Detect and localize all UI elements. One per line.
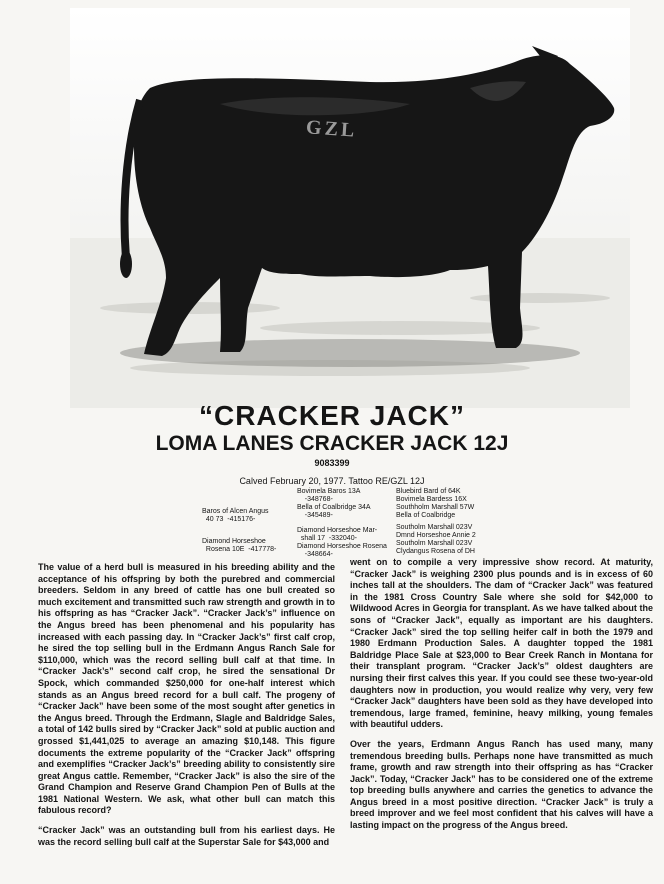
article-column-left <box>38 562 335 856</box>
pedigree-dam-grandparents: Southolm Marshall 023V Dmnd Horseshoe Annie 2 Southolm Marshall 023V Clydangus Rosena of DH <box>396 524 476 555</box>
article-column-right <box>350 557 653 840</box>
article-paragraph: The value of a herd bull is measured in his breeding ability and the acceptance of his offspring by both the purebred and commercial breeders. Seldom in any breed of cattle has one bull created so much excitement and transmitted such raw strength and growth in to his offspring as has “Cracker Jack”. “Cracker Jack’s” influence on the Angus breed has been phenomenal and his popularity has increased with each passing day. In “Cracker Jack’s” first calf crop, he sired the top selling bull in the Erdmann Angus Ranch Sale for $110,000, which was the record selling bull calf at that time. In “Cracker Jack’s” second calf crop, he sired the sensational Dr Spock, which commanded $250,000 for one-half interest which stands as an Angus breed record for a bull calf. The progeny of “Cracker Jack” have been some of the most sought after genetics in the Angus breed. Through the Erdmann, Slagle and Baldridge Sales, a total of 142 bulls sired by “Cracker Jack” sold at public auction and grossed $1,441,025 to average an amazing $10,148. This figure documents the extreme popularity of the “Cracker Jack” offspring and exemplifies “Cracker Jack’s” breeding ability to consistently sire great Angus cattle. Remember, “Cracker Jack” is also the sire of the Grand Champion and Reserve Grand Champion Pen of Bulls at the 1981 National Western. We ask, what other bull can match this fabulous record? <box>38 562 335 816</box>
bull-registered-name: LOMA LANES CRACKER JACK 12J <box>155 432 509 455</box>
article-paragraph: went on to compile a very impressive show record. At maturity, “Cracker Jack” is weighing 2300 plus pounds and is in excess of 60 inches tall at the shoulders. The dam of “Cracker Jack” was featured in the 1981 Cross Country Sale where she sold for $42,000 to Wildwood Acres in Georgia for transplant. As we have talked about the sons of “Cracker Jack”, equally as important are his daughters. “Cracker Jack” sired the top selling heifer calf in both the 1979 and 1980 Erdmann Production Sales. A daughter topped the 1981 Baldridge Place Sale at $23,000 to Bear Creek Ranch in Montana for their transplant program. “Cracker Jack’s” oldest daughters are nursing their first calves this year. If you could see these two-year-old daughters now in production, you would realize why very, very few “Cracker Jack” daughters have been sold as they have developed into tremendous, large framed, feminine, heavy milking, young females with beautiful udders. <box>350 557 653 730</box>
pedigree-sire-grandparents: Bluebird Bard of 64K Bovimela Bardess 16X Southholm Marshall 57W Bella of Coalbridge <box>396 488 475 519</box>
calved-info: Calved February 20, 1977. Tattoo RE/GZL 12J <box>239 476 425 486</box>
registration-number: 9083399 <box>314 458 350 468</box>
bull-photo <box>70 8 630 408</box>
pedigree-sire: Baros of Alcen Angus 40 73 -415176- <box>202 508 269 523</box>
tattoo-mark: GZL <box>305 116 358 142</box>
pedigree-sire-parents: Bovimela Baros 13A -348768- Bella of Coalbridge 34A -345489- <box>297 488 371 519</box>
article-paragraph: “Cracker Jack” was an outstanding bull from his earliest days. He was the record selling bull calf at the Superstar Sale for $43,000 and <box>38 825 335 847</box>
article-paragraph: Over the years, Erdmann Angus Ranch has used many, many tremendous breeding bulls. Perhaps none have transmitted as much frame, growth and raw strength into their offspring as has “Cracker Jack”. Today, “Cracker Jack” has to be considered one of the extreme top breeding bulls anywhere and carries the genetics to advance the Angus breed in a most positive direction. “Cracker Jack” is truly a breed improver and we feel most confident that his calves will have a lasting impact on the progress of the Angus breed. <box>350 738 653 831</box>
pedigree-dam-parents: Diamond Horseshoe Mar- shall 17 -332040- Diamond Horseshoe Rosena -348664- <box>297 527 387 558</box>
page-title: “CRACKER JACK” <box>198 400 465 431</box>
pedigree-dam: Diamond Horseshoe Rosena 10E -417778- <box>202 538 277 553</box>
